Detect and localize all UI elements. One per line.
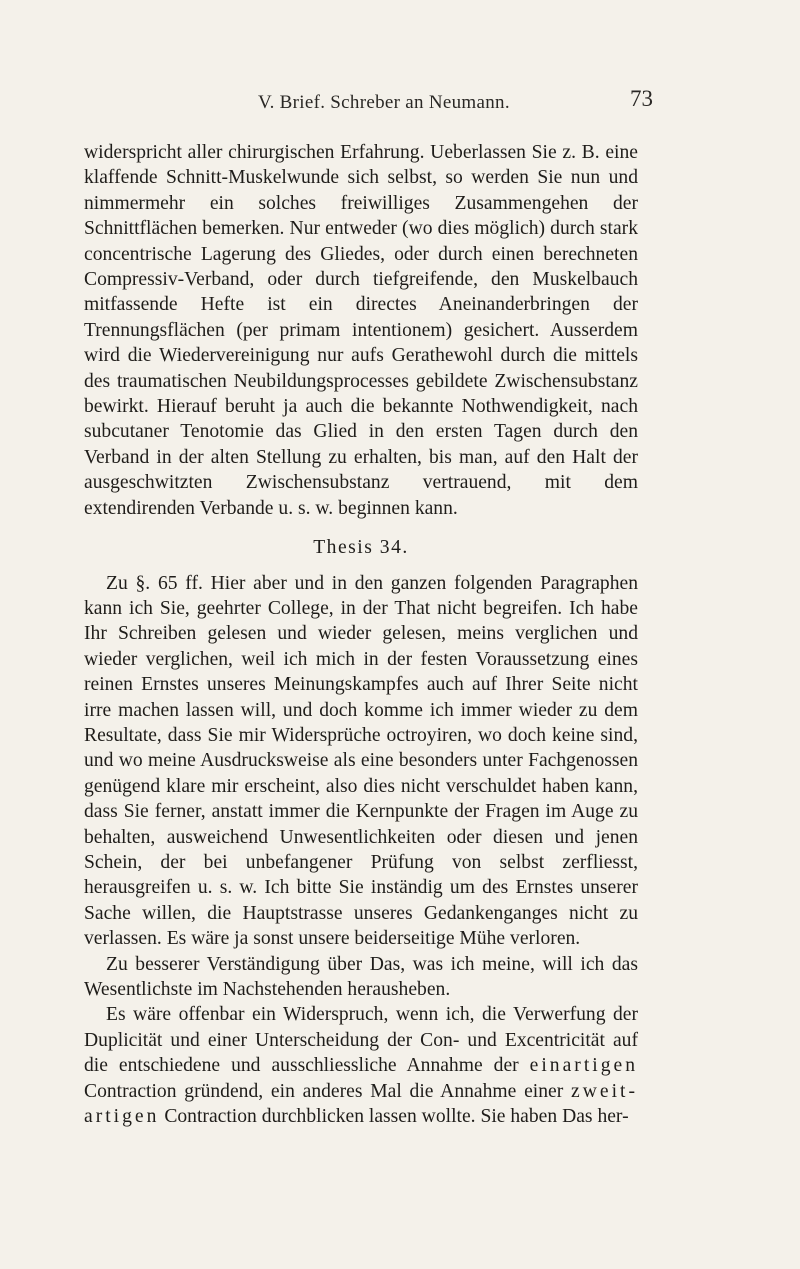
paragraph-4	[84, 1002, 638, 1129]
body-text	[84, 140, 638, 1129]
emphasis-einartigen: einartigen	[529, 1055, 638, 1077]
section-heading: Thesis 34.	[313, 537, 409, 559]
page-number: 73	[630, 86, 653, 111]
emphasis-zweitartigen: zweit-artigen	[84, 1080, 638, 1128]
paragraph-3: Zu besserer Verständigung über Das, was ich meine, will ich das Wesentlichste im Nachstehenden herausheben.	[84, 953, 638, 1000]
paragraph-2: Zu §. 65 ff. Hier aber und in den ganzen folgenden Paragraphen kann ich Sie, geehrter College, in der That nicht begreifen. Ich habe Ihr Schreiben gelesen und wieder gelesen, meins verglichen und wieder verglichen, weil ich mich in der festen Voraussetzung eines reinen Ernstes unseres Meinungskampfes auch auf Ihrer Seite nicht irre machen lassen will, und doch komme ich immer wieder zu dem Resultate, dass Sie mir Widersprüche octroyiren, wo doch keine sind, und wo meine Ausdrucksweise als eine besonders unter Fachgenossen genügend klare mir erscheint, also dies nicht verschuldet haben kann, dass Sie ferner, anstatt immer die Kernpunkte der Fragen im Auge zu behalten, ausweichend Unwesentlichkeiten oder diesen und jenen Schein, der bei unbefangener Prüfung von selbst zerfliesst, herausgreifen u. s. w. Ich bitte Sie inständig um des Ernstes unserer Sache willen, die Hauptstrasse unseres Gedankenganges nicht zu verlassen. Es wäre ja sonst unsere beiderseitige Mühe verloren.	[84, 572, 638, 950]
running-head: V. Brief. Schreber an Neumann.	[258, 92, 510, 113]
paragraph-4-start: Es wäre offenbar ein Widerspruch, wenn ich, die Verwerfung der Duplicität und einer Unterscheidung der Con- und Excentricität auf die entschiedene und ausschliessliche Annahme der	[84, 1004, 638, 1077]
paragraph-4-end: Contraction durchblicken lassen wollte. Sie haben Das her-	[164, 1106, 629, 1128]
paragraph-4-mid: Contraction gründend, ein anderes Mal die Annahme einer	[84, 1080, 564, 1102]
paragraph-1: widerspricht aller chirurgischen Erfahrung. Ueberlassen Sie z. B. eine klaffende Schnitt-Muskelwunde sich selbst, so werden Sie nun und nimmermehr ein solches freiwilliges Zusammengehen der Schnittflächen bemerken. Nur entweder (wo dies möglich) durch stark concentrische Lagerung des Gliedes, oder durch einen berechneten Compressiv-Verband, oder durch tiefgreifende, den Muskelbauch mitfassende Hefte ist ein directes Aneinanderbringen der Trennungsflächen (per primam intentionem) gesichert. Ausserdem wird die Wiedervereinigung nur aufs Gerathewohl durch die mittels des traumatischen Neubildungsprocesses gebildete Zwischensubstanz bewirkt. Hierauf beruht ja auch die bekannte Nothwendigkeit, nach subcutaner Tenotomie das Glied in den ersten Tagen durch den Verband in der alten Stellung zu erhalten, bis man, auf den Halt der ausgeschwitzten Zwischensubstanz vertrauend, mit dem extendirenden Verbande u. s. w. beginnen kann.	[84, 142, 638, 519]
